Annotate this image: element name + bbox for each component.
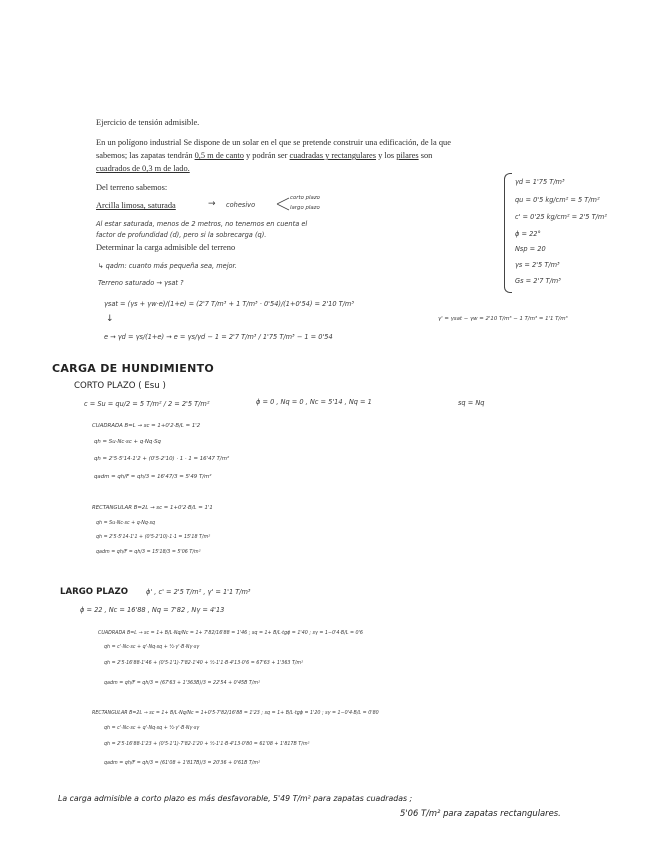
exercise-title: Ejercicio de tensión admisible. (96, 118, 200, 127)
long-rect-qh: qh = c'·Nc·sc + q'·Nq·sq + ½·γ'·B·Nγ·sγ (104, 726, 200, 731)
long-square-qadm: qadm = qh/F = qh/3 = (67'63 + 1'363B)/3 = 22'54 + 0'45B T/m² (104, 681, 261, 686)
long-square-qh-value: qh = 2'5·16'88·1'46 + (0'5·1'1)·7'82·1'40 + ½·1'1·B·4'13·0'6 = 67'63 + 1'363 T/m² (104, 661, 304, 666)
phi-factors-line: ϕ = 0 , Nq = 0 , Nc = 5'14 , Nq = 1 (256, 398, 372, 406)
long-rect-qh-value: qh = 2'5·16'88·1'23 + (0'5·1'1)·7'82·1'20 + ½·1'1·B·4'13·0'80 = 61'08 + 1'817B T/m² (104, 742, 310, 747)
cohesive-label: cohesivo (226, 201, 256, 209)
prop-gs: Gs = 2'7 T/m³ (515, 277, 561, 285)
short-square-title: CUADRADA B=L → sc = 1+0'2·B/L = 1'2 (92, 423, 201, 429)
long-term-title: LARGO PLAZO (60, 587, 129, 597)
cohesion-line: c = Su = qu/2 = 5 T/m² / 2 = 2'5 T/m² (84, 400, 210, 408)
gamma-sub-formula: γ' = γsat − γw = 2'10 T/m³ − 1 T/m³ = 1'1 T/m³ (438, 316, 568, 322)
note-line-1: Al estar saturada, menos de 2 metros, no tenemos en cuenta el (96, 220, 308, 228)
short-square-qh-value: qh = 2'5·5'14·1'2 + (0'5·2'10) · 1 · 1 = 16'47 T/m² (94, 456, 230, 462)
prop-gamma-s: γs = 2'5 T/m³ (515, 261, 560, 269)
properties-brace (504, 173, 512, 293)
long-square-title: CUADRADA B=L → sc = 1+ B/L·Nq/Nc = 1+ 7'82/16'88 = 1'46 ; sq = 1+ B/L·tgϕ = 1'40 ; sγ = 1−0'4·B/L = 0'6 (98, 631, 363, 636)
intro-line-3: cuadrados de 0,3 m de lado. (96, 164, 190, 173)
determine-line: Determinar la carga admisible del terreno (96, 243, 236, 252)
long-term-label: largo plazo (290, 205, 320, 211)
soil-type: Arcilla limosa, saturada (96, 201, 176, 210)
branch-icon (276, 196, 290, 212)
prop-qu: qu = 0'5 kg/cm² = 5 T/m² (515, 196, 600, 204)
down-arrow-icon: ↓ (106, 314, 114, 324)
long-square-qh: qh = c'·Nc·sc + q'·Nq·sq + ½·γ'·B·Nγ·sγ (104, 645, 200, 650)
prop-phi: ϕ = 22° (515, 230, 541, 238)
note-line-2: factor de profundidad (d), pero si la sobrecarga (q). (96, 231, 267, 239)
short-rect-qh: qh = Su·Nc·sc + q·Nq·sq (96, 521, 155, 526)
void-ratio-formula: e → γd = γs/(1+e) → e = γs/γd − 1 = 2'7 T/m³ / 1'75 T/m³ − 1 = 0'54 (104, 333, 333, 341)
long-term-params: ϕ' , c' = 2'5 T/m² , γ' = 1'1 T/m³ (146, 588, 251, 596)
arrow-icon: → (208, 199, 216, 209)
short-term-label: corto plazo (290, 195, 320, 201)
intro-line-2: sabemos; las zapatas tendrán 0,5 m de canto y podrán ser cuadradas y rectangulares y los pilares son (96, 151, 433, 160)
long-term-factors: ϕ = 22 , Nc = 16'88 , Nq = 7'82 , Nγ = 4'13 (80, 606, 225, 614)
conclusion-line-2: 5'06 T/m² para zapatas rectangulares. (400, 808, 561, 818)
long-rect-title: RECTANGULAR B=2L → sc = 1+ B/L·Nq/Nc = 1+0'5·7'82/16'88 = 1'23 ; sq = 1+ B/L·tgϕ = 1'20 ; sγ = 1−0'4·B/L = 0'80 (92, 711, 379, 716)
terreno-label: Del terreno sabemos: (96, 183, 168, 192)
prop-nsp: Nsp = 20 (515, 245, 546, 253)
sq-line: sq = Nq (458, 399, 485, 407)
note-line-4: Terreno saturado → γsat ? (98, 279, 184, 287)
short-rect-qadm: qadm = qh/F = qh/3 = 15'18/3 = 5'06 T/m² (96, 550, 201, 555)
short-term-title: CORTO PLAZO ( Esu ) (74, 381, 166, 391)
section-title: CARGA DE HUNDIMIENTO (52, 362, 215, 375)
prop-c: c' = 0'25 kg/cm² = 2'5 T/m² (515, 213, 607, 221)
short-rect-title: RECTANGULAR B=2L → sc = 1+0'2·B/L = 1'1 (92, 505, 213, 511)
long-rect-qadm: qadm = qh/F = qh/3 = (61'08 + 1'817B)/3 = 20'36 + 0'61B T/m² (104, 761, 261, 766)
short-square-qh: qh = Su·Nc·sc + q·Nq·Sq (94, 439, 161, 445)
prop-gamma-d: γd = 1'75 T/m³ (515, 178, 565, 186)
short-square-qadm: qadm = qh/F = qh/3 = 16'47/3 = 5'49 T/m² (94, 474, 212, 480)
short-rect-qh-value: qh = 2'5·5'14·1'1 + (0'5·2'10)·1·1 = 15'18 T/m² (96, 535, 211, 540)
conclusion-line-1: La carga admisible a corto plazo es más desfavorable, 5'49 T/m² para zapatas cuadradas ; (58, 794, 413, 803)
intro-line-1: En un polígono industrial Se dispone de un solar en el que se pretende construir una edificación, de la que (96, 138, 451, 147)
note-line-3: ↳ qadm: cuanto más pequeña sea, mejor. (98, 262, 237, 270)
gamma-sat-formula: γsat = (γs + γw·e)/(1+e) = (2'7 T/m³ + 1 T/m³ · 0'54)/(1+0'54) = 2'10 T/m³ (104, 300, 354, 308)
